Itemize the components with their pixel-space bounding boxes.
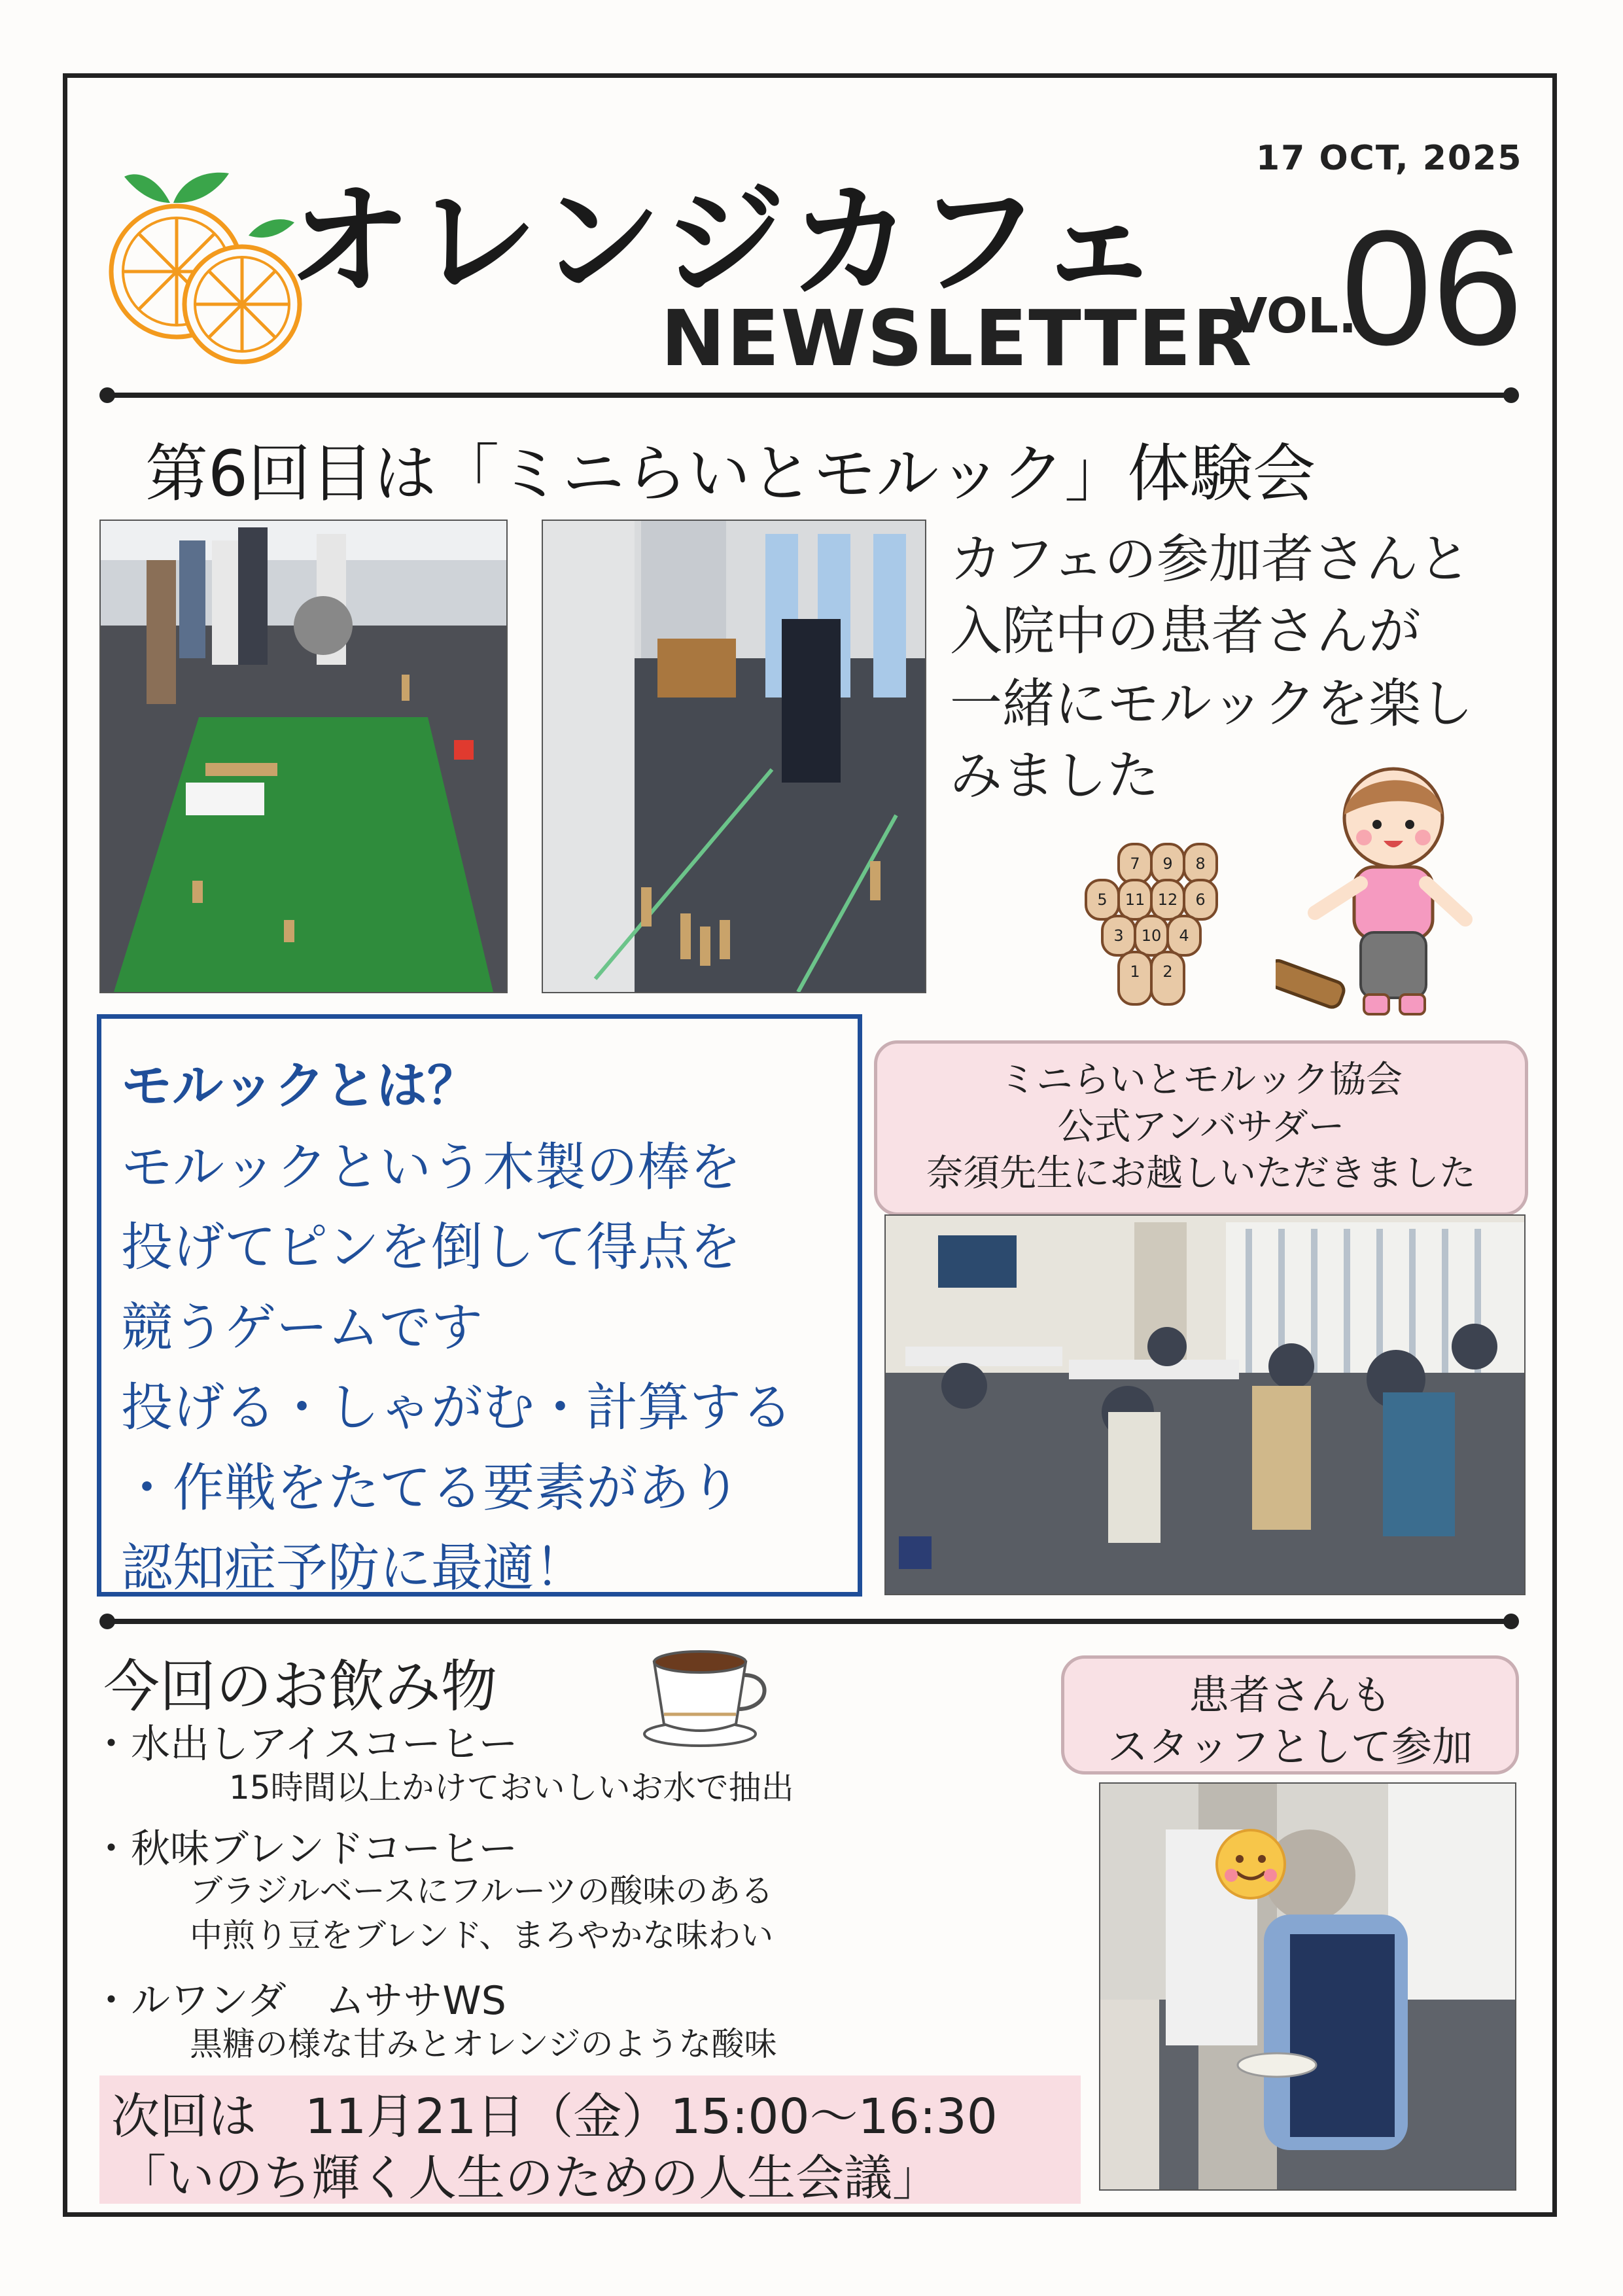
pin-label: 10 xyxy=(1141,927,1162,945)
intro-line: みました xyxy=(950,745,1159,807)
pin-label: 6 xyxy=(1195,891,1206,909)
pin-label: 4 xyxy=(1179,927,1189,945)
bubble-line: 奈須先生にお越しいただきました xyxy=(926,1152,1476,1195)
pin-label: 8 xyxy=(1195,855,1206,873)
intro-line: 一緒にモルックを楽し xyxy=(950,673,1473,734)
drink-item-name: ・ルワンダ ムササWS xyxy=(92,1978,506,2024)
molkky-line: 投げてピンを倒して得点を xyxy=(121,1217,741,1278)
drinks-title: 今回のお飲み物 xyxy=(103,1654,497,1720)
newsletter-label: NEWSLETTER xyxy=(661,293,1253,383)
pin-label: 5 xyxy=(1097,891,1108,909)
molkky-line: 認知症予防に最適！ xyxy=(121,1538,586,1598)
bubble-line: 患者さんも xyxy=(1188,1671,1391,1719)
drink-item-name: ・水出しアイスコーヒー xyxy=(92,1722,518,1767)
staff-bubble xyxy=(1061,1655,1519,1775)
pin-label: 3 xyxy=(1113,927,1124,945)
next-event-title: 「いのち輝く人生のための人生会議」 xyxy=(118,2150,941,2206)
pin-label: 1 xyxy=(1130,963,1140,981)
pin-label: 11 xyxy=(1125,891,1145,909)
molkky-pins-illustration xyxy=(1073,838,1243,1021)
molkky-court-photo xyxy=(99,520,508,993)
drink-item-desc: 15時間以上かけておいしいお水で抽出 xyxy=(229,1769,794,1807)
cafe-title: オレンジカフェ xyxy=(288,170,1164,313)
drink-item-name: ・秋味ブレンドコーヒー xyxy=(92,1826,518,1872)
divider-middle xyxy=(107,1619,1511,1624)
molkky-line: 競うゲームです xyxy=(121,1297,483,1358)
group-room-photo xyxy=(884,1214,1526,1595)
ambassador-bubble xyxy=(874,1040,1528,1216)
molkky-explanation-box xyxy=(97,1014,862,1597)
pin-label: 9 xyxy=(1162,855,1173,873)
pin-label: 7 xyxy=(1130,855,1140,873)
vol-number: 06 xyxy=(1341,196,1524,379)
headline: 第6回目は「ミニらいとモルック」体験会 xyxy=(145,437,1316,510)
bubble-line: ミニらいとモルック協会 xyxy=(1000,1059,1403,1101)
molkky-body xyxy=(121,1127,838,1608)
coffee-cup-icon xyxy=(641,1636,772,1750)
pin-label: 2 xyxy=(1162,963,1173,981)
intro-line: カフェの参加者さんと xyxy=(950,529,1471,590)
issue-date: 17 OCT, 2025 xyxy=(1256,139,1523,178)
intro-line: 入院中の患者さんが xyxy=(950,601,1421,662)
bubble-line: 公式アンバサダー xyxy=(1057,1105,1345,1148)
orange-logo-icon xyxy=(98,157,307,373)
molkky-line: モルックという木製の棒を xyxy=(121,1137,741,1197)
child-throwing-illustration xyxy=(1276,759,1492,1034)
divider-top xyxy=(107,393,1511,398)
molkky-line: 投げる・しゃがむ・計算する xyxy=(121,1377,793,1438)
drink-item-desc: 黒糖の様な甘みとオレンジのような酸味 xyxy=(190,2025,777,2063)
next-event-date: 次回は 11月21日（金）15:00～16:30 xyxy=(111,2089,998,2145)
next-event-banner xyxy=(99,2075,1081,2204)
staff-serving-photo xyxy=(1099,1782,1516,2191)
molkky-throw-photo xyxy=(542,520,926,993)
molkky-line: ・作戦をたてる要素があり xyxy=(121,1457,741,1518)
drink-item-desc: ブラジルベースにフルーツの酸味のある xyxy=(190,1872,774,1910)
molkky-heading: モルックとは？ xyxy=(121,1057,479,1116)
pin-label: 12 xyxy=(1157,891,1178,909)
drink-item-desc: 中煎り豆をブレンド、まろやかな味わい xyxy=(190,1916,774,1954)
bubble-line: スタッフとして参加 xyxy=(1107,1723,1473,1771)
vol-label: VOL. xyxy=(1230,288,1357,344)
